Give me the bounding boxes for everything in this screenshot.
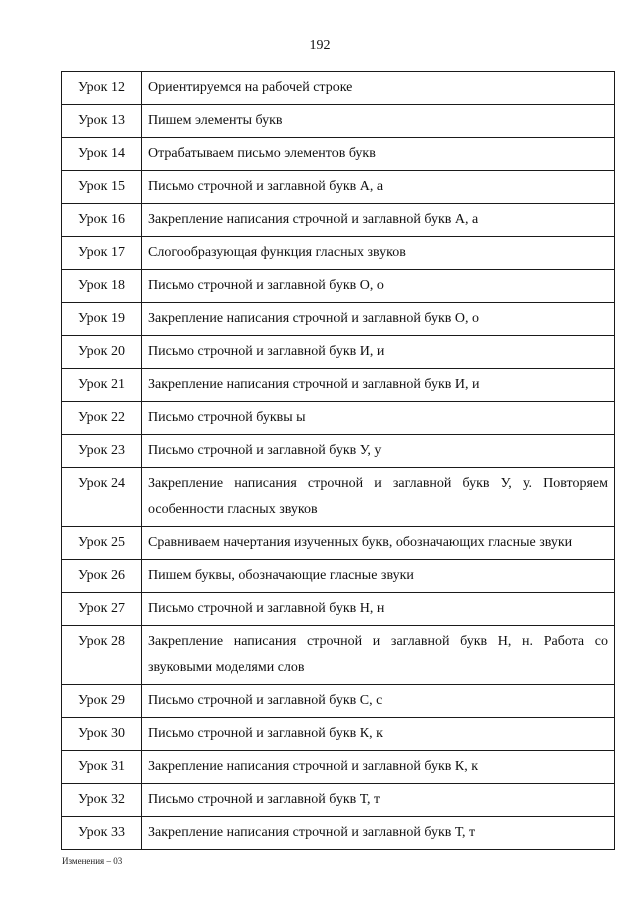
table-row <box>62 560 615 593</box>
lesson-number: Урок 13 <box>62 105 142 138</box>
table-row <box>62 336 615 369</box>
lesson-topic: Письмо строчной и заглавной букв Н, н <box>142 593 615 626</box>
table-row <box>62 718 615 751</box>
table-row <box>62 402 615 435</box>
table-row <box>62 685 615 718</box>
lesson-number: Урок 19 <box>62 303 142 336</box>
lesson-number: Урок 18 <box>62 270 142 303</box>
lesson-table-body <box>62 72 615 850</box>
lesson-topic: Закрепление написания строчной и заглавной букв И, и <box>142 369 615 402</box>
lesson-number: Урок 27 <box>62 593 142 626</box>
lesson-number: Урок 29 <box>62 685 142 718</box>
lesson-number: Урок 15 <box>62 171 142 204</box>
lesson-number: Урок 12 <box>62 72 142 105</box>
table-row <box>62 138 615 171</box>
lesson-number: Урок 22 <box>62 402 142 435</box>
lesson-topic: Закрепление написания строчной и заглавной букв Т, т <box>142 817 615 850</box>
lesson-number: Урок 28 <box>62 626 142 685</box>
lesson-number: Урок 17 <box>62 237 142 270</box>
table-row <box>62 270 615 303</box>
lesson-number: Урок 33 <box>62 817 142 850</box>
table-row <box>62 784 615 817</box>
lesson-topic: Письмо строчной и заглавной букв Т, т <box>142 784 615 817</box>
lesson-number: Урок 23 <box>62 435 142 468</box>
table-row <box>62 817 615 850</box>
lesson-topic: Сравниваем начертания изученных букв, обозначающих гласные звуки <box>142 527 615 560</box>
lesson-topic: Закрепление написания строчной и заглавной букв Н, н. Работа со звуковыми моделями слов <box>142 626 615 685</box>
table-row <box>62 751 615 784</box>
lesson-topic: Закрепление написания строчной и заглавной букв К, к <box>142 751 615 784</box>
lesson-topic: Письмо строчной и заглавной букв И, и <box>142 336 615 369</box>
table-row <box>62 626 615 685</box>
lesson-number: Урок 26 <box>62 560 142 593</box>
table-row <box>62 527 615 560</box>
lesson-number: Урок 21 <box>62 369 142 402</box>
table-row <box>62 171 615 204</box>
lesson-topic: Письмо строчной и заглавной букв К, к <box>142 718 615 751</box>
table-row <box>62 237 615 270</box>
lesson-topic: Закрепление написания строчной и заглавной букв О, о <box>142 303 615 336</box>
table-row <box>62 435 615 468</box>
table-row <box>62 204 615 237</box>
lesson-topic: Закрепление написания строчной и заглавной букв А, а <box>142 204 615 237</box>
table-row <box>62 369 615 402</box>
lesson-number: Урок 30 <box>62 718 142 751</box>
lesson-topic: Закрепление написания строчной и заглавной букв У, у. Повторяем особенности гласных звуков <box>142 468 615 527</box>
footer-revision: Изменения – 03 <box>62 856 123 866</box>
lesson-number: Урок 24 <box>62 468 142 527</box>
lesson-number: Урок 14 <box>62 138 142 171</box>
lesson-topic: Пишем буквы, обозначающие гласные звуки <box>142 560 615 593</box>
lesson-number: Урок 32 <box>62 784 142 817</box>
lesson-topic: Письмо строчной и заглавной букв О, о <box>142 270 615 303</box>
table-row <box>62 105 615 138</box>
lesson-number: Урок 16 <box>62 204 142 237</box>
lesson-number: Урок 31 <box>62 751 142 784</box>
table-row <box>62 593 615 626</box>
lesson-number: Урок 20 <box>62 336 142 369</box>
page-number: 192 <box>309 38 331 53</box>
lesson-number: Урок 25 <box>62 527 142 560</box>
lesson-topic: Отрабатываем письмо элементов букв <box>142 138 615 171</box>
table-row <box>62 72 615 105</box>
lesson-topic: Письмо строчной и заглавной букв С, с <box>142 685 615 718</box>
lesson-table <box>61 71 615 850</box>
table-row <box>62 303 615 336</box>
lesson-topic: Ориентируемся на рабочей строке <box>142 72 615 105</box>
lesson-topic: Пишем элементы букв <box>142 105 615 138</box>
lesson-topic: Письмо строчной и заглавной букв У, у <box>142 435 615 468</box>
lesson-topic: Письмо строчной и заглавной букв А, а <box>142 171 615 204</box>
table-row <box>62 468 615 527</box>
lesson-topic: Письмо строчной буквы ы <box>142 402 615 435</box>
lesson-topic: Слогообразующая функция гласных звуков <box>142 237 615 270</box>
